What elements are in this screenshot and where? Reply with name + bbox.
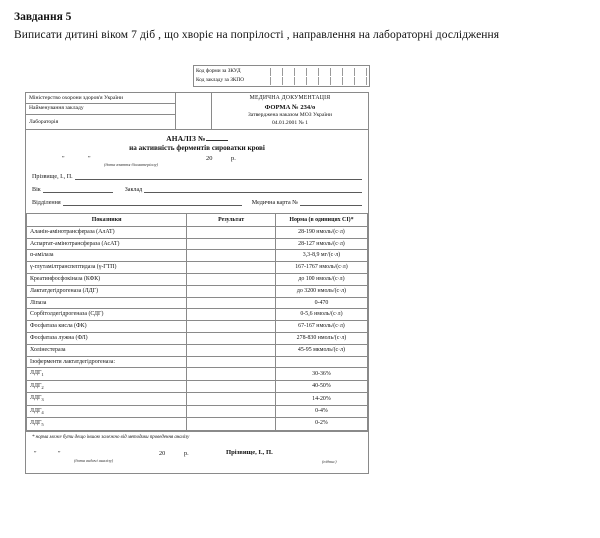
indicator-name: Холінестераза bbox=[27, 344, 187, 356]
result-cell[interactable] bbox=[187, 274, 276, 286]
result-cell[interactable] bbox=[187, 226, 276, 238]
col-header-norm: Норма (в одиницях СІ)* bbox=[275, 214, 367, 227]
indicator-name: $ЛДГ_1$ bbox=[27, 368, 187, 380]
approval-date-label: 04.01.2001 № 1 bbox=[271, 119, 309, 126]
code-label-zkpo: Код закладу за ЗКПО bbox=[196, 77, 245, 83]
date-quote-close: " bbox=[88, 155, 91, 163]
indicator-section-label: Ізоферменти лактатдегідрогеназа: bbox=[27, 356, 187, 368]
task-description: Виписати дитині віком 7 діб , що хворіє на попрілості , направлення на лабораторні дослідження bbox=[14, 28, 500, 41]
norm-cell: 40-50% bbox=[275, 380, 367, 392]
table-row bbox=[27, 262, 368, 274]
indicator-name: $ЛДГ_3$ bbox=[27, 393, 187, 405]
table-row bbox=[27, 321, 368, 333]
code-cell[interactable] bbox=[270, 68, 282, 76]
form-header bbox=[26, 93, 368, 130]
table-row bbox=[27, 380, 368, 392]
table-row-section bbox=[27, 356, 368, 368]
patient-name-input[interactable] bbox=[75, 172, 362, 180]
code-cell[interactable] bbox=[354, 77, 367, 85]
patient-name-label: Прізвище, І., П. bbox=[32, 174, 73, 181]
table-row bbox=[27, 226, 368, 238]
code-cell[interactable] bbox=[354, 68, 367, 76]
issue-date-caption: (дата видачі аналізу) bbox=[74, 457, 114, 463]
norm-cell: 28-190 нмоль/(с·л) bbox=[275, 226, 367, 238]
norm-cell: 28-127 нмоль/(с·л) bbox=[275, 238, 367, 250]
date-year-suffix: р. bbox=[231, 155, 236, 163]
ministry-label: Міністерство охорони здоров'я України bbox=[26, 93, 175, 104]
norm-cell: 67-167 нмоль/(с·л) bbox=[275, 321, 367, 333]
norm-cell: 0-5,6 нмоль/(с·л) bbox=[275, 309, 367, 321]
department-card-row bbox=[32, 198, 362, 206]
norm-cell: 3,3-8,9 мг/(с·л) bbox=[275, 250, 367, 262]
code-cells-zkpo bbox=[270, 77, 367, 85]
sampling-date-line bbox=[26, 155, 368, 169]
analysis-number-blank[interactable] bbox=[206, 140, 228, 141]
code-cell[interactable] bbox=[318, 77, 330, 85]
code-cell[interactable] bbox=[318, 68, 330, 76]
medical-form bbox=[25, 92, 369, 474]
code-row-zkpo bbox=[196, 76, 367, 85]
medical-card-input[interactable] bbox=[300, 198, 362, 206]
indicator-name: $ЛДГ_4$ bbox=[27, 405, 187, 417]
result-cell[interactable] bbox=[187, 332, 276, 344]
form-header-spacer bbox=[176, 93, 212, 129]
code-cell[interactable] bbox=[342, 77, 354, 85]
patient-age-facility-row bbox=[32, 185, 362, 193]
task-block bbox=[0, 0, 600, 43]
result-cell[interactable] bbox=[187, 380, 276, 392]
indicator-name: α-амілаза bbox=[27, 250, 187, 262]
date-quote-open: " bbox=[62, 155, 65, 163]
indicator-name: Аланін-амінотрансфераза (АлАТ) bbox=[27, 226, 187, 238]
result-cell[interactable] bbox=[187, 238, 276, 250]
norm-cell: 278-830 нмоль/(с·л) bbox=[275, 332, 367, 344]
table-row bbox=[27, 368, 368, 380]
signature-row bbox=[32, 448, 362, 468]
laboratory-label: Лабораторія bbox=[29, 118, 59, 125]
department-input[interactable] bbox=[63, 198, 242, 206]
col-header-indicator: Показники bbox=[27, 214, 187, 227]
date-year-prefix: 20 bbox=[206, 155, 213, 163]
table-row bbox=[27, 250, 368, 262]
table-row bbox=[27, 393, 368, 405]
indicator-name: Креатинфосфокіназа (КФК) bbox=[27, 274, 187, 286]
form-footer bbox=[26, 431, 368, 473]
table-row bbox=[27, 344, 368, 356]
result-cell[interactable] bbox=[187, 285, 276, 297]
result-cell[interactable] bbox=[187, 356, 276, 368]
facility-label: Заклад bbox=[124, 187, 143, 194]
table-row bbox=[27, 238, 368, 250]
indicator-name: Лактатдегідрогеназа (ЛДГ) bbox=[27, 285, 187, 297]
norm-cell: 14-20% bbox=[275, 393, 367, 405]
doc-type-label: МЕДИЧНА ДОКУМЕНТАЦІЯ bbox=[249, 95, 331, 101]
issue-date-year-suffix: р. bbox=[184, 449, 189, 457]
code-cell[interactable] bbox=[330, 77, 342, 85]
norm-cell: 0-470 bbox=[275, 297, 367, 309]
signature-caption: (підпис) bbox=[322, 458, 337, 464]
norm-footnote: * норма може бути дещо іншою залежно від методики проведення аналізу bbox=[32, 434, 190, 440]
result-cell[interactable] bbox=[187, 405, 276, 417]
result-cell[interactable] bbox=[187, 309, 276, 321]
analysis-table bbox=[26, 213, 368, 430]
code-row-zkud bbox=[196, 67, 367, 76]
analysis-subtitle: на активність ферментів сироватки крові bbox=[129, 144, 265, 153]
code-cells-zkud bbox=[270, 68, 367, 76]
table-row bbox=[27, 274, 368, 286]
norm-cell: до 3200 нмоль/(с·л) bbox=[275, 285, 367, 297]
facility-name-label: Найменування закладу bbox=[26, 104, 175, 115]
analysis-number-heading bbox=[26, 134, 368, 143]
department-label: Відділення bbox=[32, 200, 61, 207]
result-cell[interactable] bbox=[187, 418, 276, 430]
indicator-name: Ліпаза bbox=[27, 297, 187, 309]
result-cell[interactable] bbox=[187, 262, 276, 274]
result-cell[interactable] bbox=[187, 368, 276, 380]
analysis-table-body bbox=[27, 226, 368, 430]
sampling-date-caption: (дата взяття біоматеріалу) bbox=[104, 162, 158, 168]
norm-cell: 167-1767 нмоль/(с·л) bbox=[275, 262, 367, 274]
result-cell[interactable] bbox=[187, 250, 276, 262]
code-cell[interactable] bbox=[330, 68, 342, 76]
task-title: Завдання 5 bbox=[14, 11, 72, 23]
indicator-name: γ-глутамілтранспептидаза (γ-ГТП) bbox=[27, 262, 187, 274]
table-row bbox=[27, 332, 368, 344]
code-cell[interactable] bbox=[270, 77, 282, 85]
form-number-label: ФОРМА № 234/о bbox=[264, 103, 316, 111]
issue-date-year-prefix: 20 bbox=[159, 449, 166, 457]
medical-card-label: Медична карта № bbox=[251, 200, 298, 207]
norm-cell: 30-36% bbox=[275, 368, 367, 380]
indicator-name: $ЛДГ_5$ bbox=[27, 418, 187, 430]
code-box bbox=[193, 65, 370, 87]
result-cell[interactable] bbox=[187, 344, 276, 356]
patient-name-row bbox=[32, 172, 362, 180]
title-zone bbox=[26, 130, 368, 170]
code-cell[interactable] bbox=[342, 68, 354, 76]
code-cell[interactable] bbox=[294, 68, 306, 76]
patient-fields bbox=[26, 170, 368, 213]
facility-input[interactable] bbox=[144, 185, 362, 193]
indicator-name: Фосфатаза лужна (ФЛ) bbox=[27, 332, 187, 344]
table-row bbox=[27, 309, 368, 321]
col-header-result: Результат bbox=[187, 214, 276, 227]
norm-cell: до 100 нмоль/(с·л) bbox=[275, 274, 367, 286]
indicator-name: $ЛДГ_2$ bbox=[27, 380, 187, 392]
patient-age-label: Вік bbox=[32, 187, 41, 194]
table-row bbox=[27, 405, 368, 417]
form-header-left bbox=[26, 93, 176, 129]
table-header-row bbox=[27, 214, 368, 227]
issue-date-quote-open: " bbox=[34, 449, 37, 457]
approved-by-label: Затверджена наказом МОЗ України bbox=[247, 112, 332, 119]
result-cell[interactable] bbox=[187, 393, 276, 405]
issue-date-quote-close: " bbox=[58, 449, 61, 457]
table-row bbox=[27, 297, 368, 309]
code-cell[interactable] bbox=[282, 77, 294, 85]
result-cell[interactable] bbox=[187, 297, 276, 309]
norm-cell: 0-2% bbox=[275, 418, 367, 430]
indicator-name: Аспартат-амінотрансфераза (АсАТ) bbox=[27, 238, 187, 250]
norm-cell: 45-95 мкмоль/(с·л) bbox=[275, 344, 367, 356]
code-cell[interactable] bbox=[306, 68, 318, 76]
form-header-right bbox=[212, 93, 368, 129]
signer-name-label: Прізвище, І., П. bbox=[226, 448, 273, 456]
norm-cell bbox=[275, 356, 367, 368]
norm-cell: 0-4% bbox=[275, 405, 367, 417]
indicator-name: Фосфатаза кисла (ФК) bbox=[27, 321, 187, 333]
code-cell[interactable] bbox=[306, 77, 318, 85]
table-row bbox=[27, 418, 368, 430]
patient-age-input[interactable] bbox=[43, 185, 113, 193]
table-row bbox=[27, 285, 368, 297]
result-cell[interactable] bbox=[187, 321, 276, 333]
analysis-label: АНАЛІЗ № bbox=[166, 134, 206, 144]
indicator-name: Сорбітолдегідрогеназа (СДГ) bbox=[27, 309, 187, 321]
code-cell[interactable] bbox=[282, 68, 294, 76]
code-cell[interactable] bbox=[294, 77, 306, 85]
code-label-zkud: Код форми за ЗКУД bbox=[196, 68, 241, 74]
